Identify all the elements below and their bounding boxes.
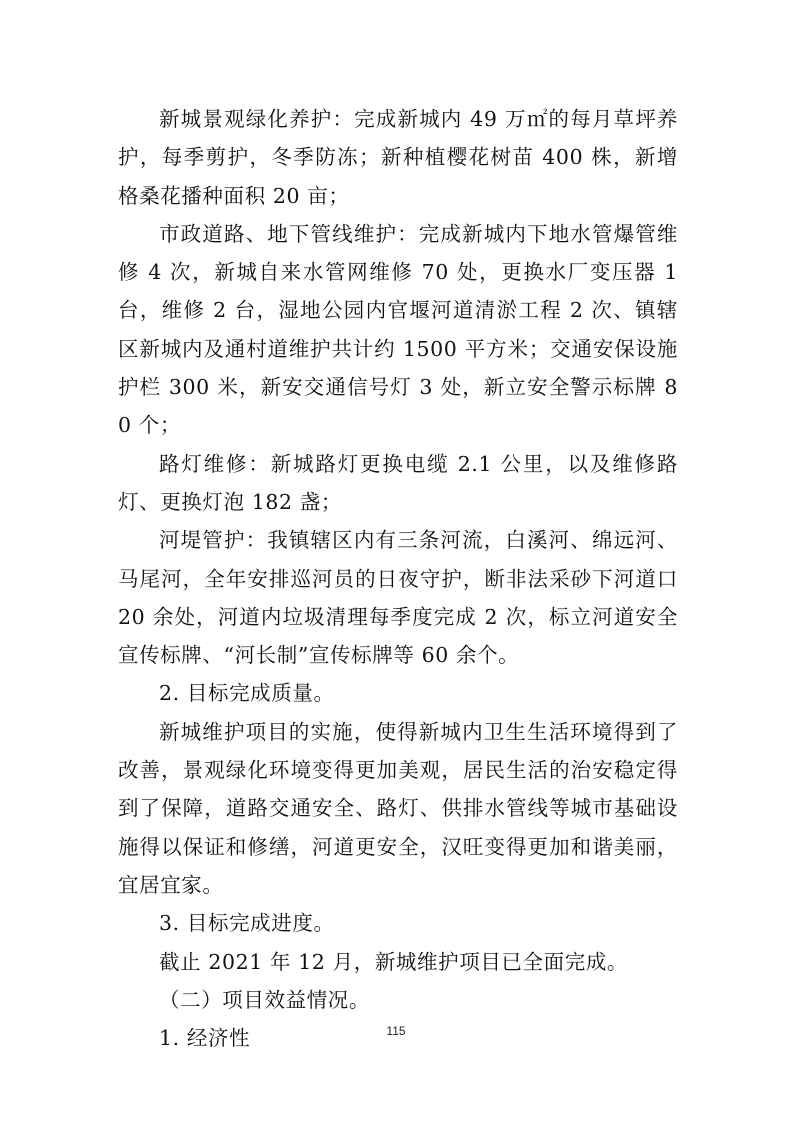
paragraph-landscape-greening: 新城景观绿化养护：完成新城内 49 万㎡的每月草坪养护，每季剪护，冬季防冻；新种植樱花树苗 400 株，新增格桑花播种面积 20 亩； xyxy=(118,107,678,208)
paragraph-street-lights: 路灯维修：新城路灯更换电缆 2.1 公里，以及维修路灯、更换灯泡 182 盏； xyxy=(118,451,678,514)
paragraph-progress-description: 截止 2021 年 12 月，新城维护项目已全面完成。 xyxy=(159,949,629,974)
body-text xyxy=(118,100,678,1057)
paragraph-quality-description: 新城维护项目的实施，使得新城内卫生生活环境得到了改善，景观绿化环境变得更加美观，居民生活的治安稳定得到了保障，道路交通安全、路灯、供排水管线等城市基础设施得以保证和修缮，河道更安全，汉旺变得更加和谐美丽，宜居宜家。 xyxy=(118,719,678,897)
page-number: 115 xyxy=(386,1024,406,1038)
heading-target-progress: 3. 目标完成进度。 xyxy=(159,911,335,936)
paragraph-municipal-roads-pipelines: 市政道路、地下管线维护：完成新城内下地水管爆管维修 4 次，新城自来水管网维修 70 处，更换水厂变压器 1 台，维修 2 台，湿地公园内官堰河道清淤工程 2 次、镇辖区新城内及通村道维护共计约 1500 平方米；交通安保设施护栏 300 米，新安交通信号灯 3 处，新立安全警示标牌 80 个； xyxy=(118,221,678,438)
heading-project-benefits: （二）项目效益情况。 xyxy=(159,987,370,1012)
paragraph-river-embankment: 河堤管护：我镇辖区内有三条河流，白溪河、绵远河、马尾河，全年安排巡河员的日夜守护，断非法采砂下河道口 20 余处，河道内垃圾清理每季度完成 2 次，标立河道安全宣传标牌、“河长制”宣传标牌等 60 余个。 xyxy=(118,528,678,668)
heading-economy: 1. 经济性 xyxy=(159,1026,251,1051)
heading-target-quality: 2. 目标完成质量。 xyxy=(159,681,335,706)
